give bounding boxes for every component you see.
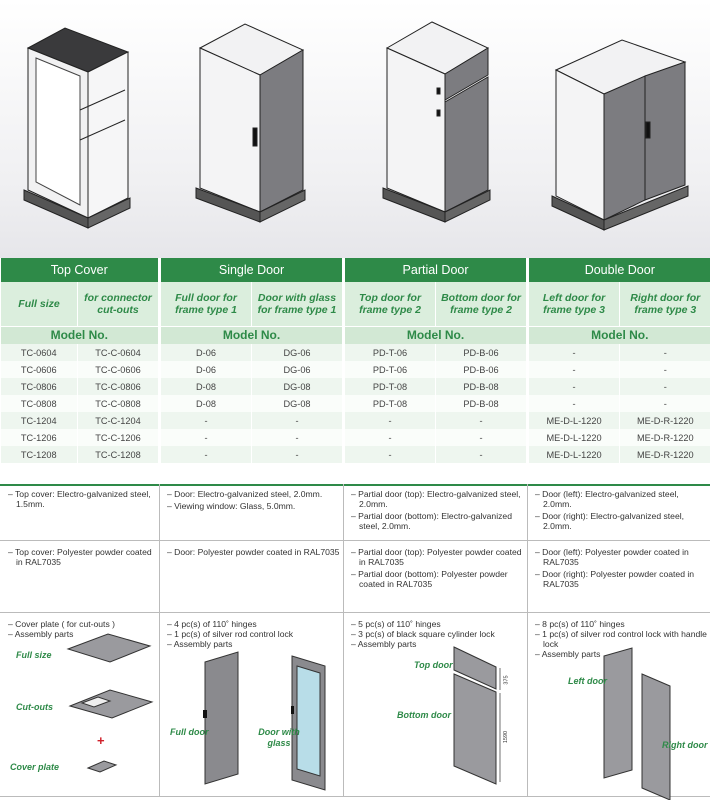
label-full-door: Full door [170, 727, 209, 737]
table-row [1, 446, 710, 463]
model-cell: TC-0808 [1, 395, 78, 412]
model-cell: TC-C-0806 [78, 378, 160, 395]
model-cell: - [436, 412, 528, 429]
description-line: – 5 pc(s) of 110˚ hinges [351, 619, 441, 629]
model-cell: TC-C-1208 [78, 446, 160, 463]
group-single-door: Single Door [160, 258, 344, 282]
description-line: – Partial door (top): Electro-galvanized steel, 2.0mm. [351, 489, 521, 509]
model-cell: PD-B-06 [436, 344, 528, 361]
model-cell: ME-D-L-1220 [528, 412, 620, 429]
model-cell: TC-C-0808 [78, 395, 160, 412]
label-full-size: Full size [16, 650, 52, 660]
model-table [0, 258, 710, 463]
cutout-plate-image [70, 690, 152, 718]
model-label: Model No. [160, 326, 344, 344]
model-cell: D-06 [160, 361, 252, 378]
model-cell: PD-T-06 [344, 344, 436, 361]
model-cell: - [252, 412, 344, 429]
full-size-plate-image [68, 634, 150, 662]
model-cell: D-08 [160, 395, 252, 412]
model-cell: TC-1206 [1, 429, 78, 446]
label-cut-outs: Cut-outs [16, 702, 53, 712]
subheader-row [1, 282, 710, 326]
right-door-image [642, 674, 670, 800]
model-cell: - [160, 446, 252, 463]
sub-left-door: Left door for frame type 3 [528, 282, 620, 326]
double-door-cabinet-image [552, 40, 688, 230]
table-row [1, 378, 710, 395]
description-line: – Top cover: Electro-galvanized steel, 1.5mm. [8, 489, 151, 509]
sub-right-door: Right door for frame type 3 [620, 282, 710, 326]
model-cell: TC-1204 [1, 412, 78, 429]
model-cell: D-08 [160, 378, 252, 395]
open-frame-cabinet-image [24, 28, 130, 228]
model-cell: - [620, 378, 710, 395]
model-cell: DG-06 [252, 361, 344, 378]
model-cell: TC-1208 [1, 446, 78, 463]
model-cell: ME-D-R-1220 [620, 412, 710, 429]
table-row [1, 429, 710, 446]
description-line: – Door (left): Polyester powder coated in RAL7035 [535, 547, 689, 567]
sub-bottom-door: Bottom door for frame type 2 [436, 282, 528, 326]
table-row [1, 361, 710, 378]
sub-full-size: Full size [1, 282, 78, 326]
accessory-drawings [0, 484, 710, 800]
model-cell: - [528, 395, 620, 412]
description-line: – 4 pc(s) of 110˚ hinges [167, 619, 257, 629]
model-label: Model No. [344, 326, 528, 344]
full-door-image [205, 652, 238, 784]
dim-bottom: 1590 [503, 730, 510, 744]
model-cell: - [620, 395, 710, 412]
model-cell: - [344, 446, 436, 463]
cabinet-illustrations [0, 0, 710, 258]
model-cell: DG-06 [252, 344, 344, 361]
model-cell: - [160, 412, 252, 429]
description-line: – 1 pc(s) of silver rod control lock [167, 629, 294, 639]
sub-door-with-glass: Door with glass for frame type 1 [252, 282, 344, 326]
label-top-door: Top door [414, 660, 453, 670]
description-line: – Assembly parts [8, 629, 74, 639]
model-cell: - [252, 429, 344, 446]
description-line: – 1 pc(s) of silver rod control lock with handle lock [535, 629, 707, 649]
description-line: – Viewing window: Glass, 5.0mm. [167, 501, 296, 511]
model-cell: DG-08 [252, 395, 344, 412]
model-label: Model No. [528, 326, 710, 344]
model-cell: ME-D-R-1220 [620, 429, 710, 446]
description-line: – Partial door (bottom): Polyester powder coated in RAL7035 [351, 569, 508, 589]
model-cell: - [528, 378, 620, 395]
model-cell: TC-C-1206 [78, 429, 160, 446]
label-cover-plate: Cover plate [10, 762, 60, 772]
sub-top-door: Top door for frame type 2 [344, 282, 436, 326]
model-cell: TC-C-0606 [78, 361, 160, 378]
model-label: Model No. [1, 326, 160, 344]
sub-connector-cutouts: for connector cut-outs [78, 282, 160, 326]
group-header-row [1, 258, 710, 282]
single-door-cabinet-image [196, 24, 305, 222]
model-cell: - [528, 361, 620, 378]
model-label-row [1, 326, 710, 344]
table-row [1, 344, 710, 361]
model-cell: ME-D-L-1220 [528, 429, 620, 446]
model-cell: TC-0606 [1, 361, 78, 378]
model-cell: PD-T-06 [344, 361, 436, 378]
description-line: – 3 pc(s) of black square cylinder lock [351, 629, 495, 639]
model-cell: - [344, 429, 436, 446]
model-cell: - [620, 344, 710, 361]
left-door-image [604, 648, 632, 778]
model-cell: TC-C-0604 [78, 344, 160, 361]
plus-icon: + [97, 733, 105, 748]
description-line: – Assembly parts [535, 649, 601, 659]
description-line: – Assembly parts [351, 639, 417, 649]
model-cell: - [160, 429, 252, 446]
model-cell: ME-D-R-1220 [620, 446, 710, 463]
model-rows [1, 344, 710, 463]
table-row [1, 395, 710, 412]
model-cell: DG-08 [252, 378, 344, 395]
description-line: – 8 pc(s) of 110˚ hinges [535, 619, 625, 629]
model-cell: PD-B-06 [436, 361, 528, 378]
model-cell: TC-C-1204 [78, 412, 160, 429]
model-cell: - [344, 412, 436, 429]
description-line: – Door (right): Polyester powder coated in RAL7035 [535, 569, 695, 589]
model-cell: - [436, 446, 528, 463]
model-cell: - [528, 344, 620, 361]
description-line: – Top cover: Polyester powder coated in RAL7035 [8, 547, 152, 567]
partial-door-cabinet-image [383, 22, 490, 222]
cover-plate-image [88, 761, 116, 772]
model-cell: - [620, 361, 710, 378]
label-door-with-glass: Door with glass [258, 727, 300, 748]
description-line: – Door: Polyester powder coated in RAL7035 [167, 547, 340, 557]
group-double-door: Double Door [528, 258, 710, 282]
label-left-door: Left door [568, 676, 607, 686]
description-line: – Partial door (top): Polyester powder coated in RAL7035 [351, 547, 522, 567]
model-cell: PD-T-08 [344, 378, 436, 395]
model-cell: - [436, 429, 528, 446]
description-line: – Door (right): Electro-galvanized steel, 2.0mm. [535, 511, 685, 531]
model-cell: PD-B-08 [436, 395, 528, 412]
model-cell: ME-D-L-1220 [528, 446, 620, 463]
model-cell: PD-T-08 [344, 395, 436, 412]
dim-top: 375 [503, 675, 510, 685]
label-bottom-door: Bottom door [397, 710, 451, 720]
model-cell: TC-0806 [1, 378, 78, 395]
description-line: – Cover plate ( for cut-outs ) [8, 619, 115, 629]
label-right-door: Right door [662, 740, 708, 750]
sub-full-door: Full door for frame type 1 [160, 282, 252, 326]
model-cell: TC-0604 [1, 344, 78, 361]
group-partial-door: Partial Door [344, 258, 528, 282]
model-cell: - [252, 446, 344, 463]
bottom-door-image [454, 674, 496, 784]
model-cell: D-06 [160, 344, 252, 361]
description-grid [0, 484, 710, 800]
description-line: – Door: Electro-galvanized steel, 2.0mm. [167, 489, 323, 499]
model-cell: PD-B-08 [436, 378, 528, 395]
description-line: – Door (left): Electro-galvanized steel, 2.0mm. [535, 489, 679, 509]
group-top-cover: Top Cover [1, 258, 160, 282]
table-row [1, 412, 710, 429]
description-line: – Assembly parts [167, 639, 233, 649]
description-line: – Partial door (bottom): Electro-galvanized steel, 2.0mm. [351, 511, 512, 531]
